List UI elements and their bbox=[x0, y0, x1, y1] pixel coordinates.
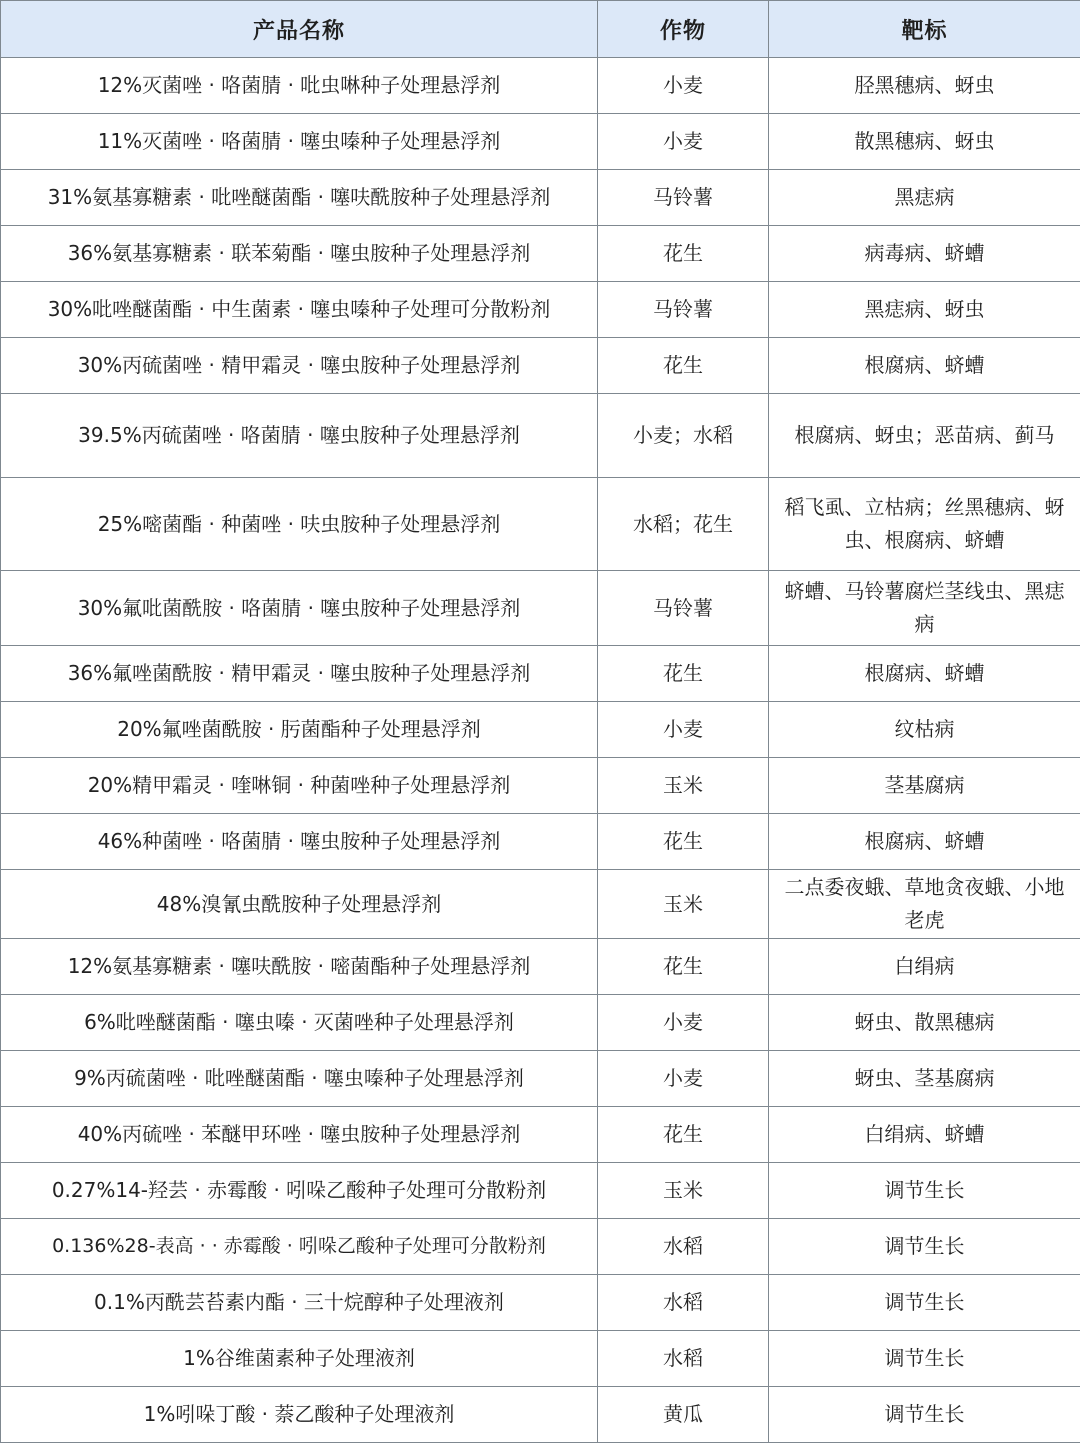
crop-cell: 水稻 bbox=[598, 1331, 769, 1387]
product-name-cell: 20%精甲霜灵 · 喹啉铜 · 种菌唑种子处理悬浮剂 bbox=[1, 758, 598, 814]
target-cell: 蚜虫、茎基腐病 bbox=[769, 1051, 1080, 1107]
table-row bbox=[1, 394, 1080, 478]
crop-cell: 黄瓜 bbox=[598, 1387, 769, 1443]
table-row bbox=[1, 758, 1080, 814]
crop-cell: 小麦 bbox=[598, 114, 769, 170]
target-cell: 病毒病、蛴螬 bbox=[769, 226, 1080, 282]
crop-cell: 马铃薯 bbox=[598, 170, 769, 226]
product-name-cell: 9%丙硫菌唑 · 吡唑醚菌酯 · 噻虫嗪种子处理悬浮剂 bbox=[1, 1051, 598, 1107]
product-name-cell: 48%溴氰虫酰胺种子处理悬浮剂 bbox=[1, 870, 598, 939]
product-name-cell: 30%吡唑醚菌酯 · 中生菌素 · 噻虫嗪种子处理可分散粉剂 bbox=[1, 282, 598, 338]
target-cell: 纹枯病 bbox=[769, 702, 1080, 758]
table-row bbox=[1, 571, 1080, 646]
product-name-cell: 0.136%28-表高 · · 赤霉酸 · 吲哚乙酸种子处理可分散粉剂 bbox=[1, 1219, 598, 1275]
table-header bbox=[1, 1, 1080, 58]
table-row bbox=[1, 939, 1080, 995]
crop-cell: 小麦；水稻 bbox=[598, 394, 769, 478]
crop-cell: 玉米 bbox=[598, 1163, 769, 1219]
target-cell: 稻飞虱、立枯病；丝黑穗病、蚜虫、根腐病、蛴螬 bbox=[769, 478, 1080, 571]
crop-cell: 马铃薯 bbox=[598, 571, 769, 646]
target-cell: 蚜虫、散黑穗病 bbox=[769, 995, 1080, 1051]
table-row bbox=[1, 1219, 1080, 1275]
product-name-cell: 30%丙硫菌唑 · 精甲霜灵 · 噻虫胺种子处理悬浮剂 bbox=[1, 338, 598, 394]
product-name-cell: 12%氨基寡糖素 · 噻呋酰胺 · 嘧菌酯种子处理悬浮剂 bbox=[1, 939, 598, 995]
crop-cell: 水稻 bbox=[598, 1219, 769, 1275]
target-cell: 蛴螬、马铃薯腐烂茎线虫、黑痣病 bbox=[769, 571, 1080, 646]
table-row bbox=[1, 282, 1080, 338]
table-row bbox=[1, 170, 1080, 226]
header-target: 靶标 bbox=[769, 1, 1080, 58]
crop-cell: 花生 bbox=[598, 814, 769, 870]
table-row bbox=[1, 114, 1080, 170]
header-crop: 作物 bbox=[598, 1, 769, 58]
crop-cell: 水稻 bbox=[598, 1275, 769, 1331]
product-name-cell: 25%嘧菌酯 · 种菌唑 · 呋虫胺种子处理悬浮剂 bbox=[1, 478, 598, 571]
header-row bbox=[1, 1, 1080, 58]
product-name-cell: 46%种菌唑 · 咯菌腈 · 噻虫胺种子处理悬浮剂 bbox=[1, 814, 598, 870]
product-name-cell: 0.1%丙酰芸苔素内酯 · 三十烷醇种子处理液剂 bbox=[1, 1275, 598, 1331]
crop-cell: 小麦 bbox=[598, 702, 769, 758]
header-product-name: 产品名称 bbox=[1, 1, 598, 58]
product-name-cell: 6%吡唑醚菌酯 · 噻虫嗪 · 灭菌唑种子处理悬浮剂 bbox=[1, 995, 598, 1051]
crop-cell: 花生 bbox=[598, 338, 769, 394]
table-row bbox=[1, 1275, 1080, 1331]
table-row bbox=[1, 478, 1080, 571]
target-cell: 调节生长 bbox=[769, 1387, 1080, 1443]
crop-cell: 花生 bbox=[598, 226, 769, 282]
target-cell: 散黑穗病、蚜虫 bbox=[769, 114, 1080, 170]
product-name-cell: 1%吲哚丁酸 · 萘乙酸种子处理液剂 bbox=[1, 1387, 598, 1443]
table-row bbox=[1, 814, 1080, 870]
crop-cell: 小麦 bbox=[598, 1051, 769, 1107]
product-name-cell: 1%谷维菌素种子处理液剂 bbox=[1, 1331, 598, 1387]
target-cell: 调节生长 bbox=[769, 1163, 1080, 1219]
product-name-cell: 40%丙硫唑 · 苯醚甲环唑 · 噻虫胺种子处理悬浮剂 bbox=[1, 1107, 598, 1163]
product-name-cell: 30%氟吡菌酰胺 · 咯菌腈 · 噻虫胺种子处理悬浮剂 bbox=[1, 571, 598, 646]
table-row bbox=[1, 226, 1080, 282]
table-row bbox=[1, 995, 1080, 1051]
table-row bbox=[1, 1331, 1080, 1387]
product-name-cell: 12%灭菌唑 · 咯菌腈 · 吡虫啉种子处理悬浮剂 bbox=[1, 58, 598, 114]
target-cell: 白绢病 bbox=[769, 939, 1080, 995]
target-cell: 黑痣病 bbox=[769, 170, 1080, 226]
table-row bbox=[1, 1051, 1080, 1107]
table-row bbox=[1, 338, 1080, 394]
crop-cell: 花生 bbox=[598, 1107, 769, 1163]
target-cell: 黑痣病、蚜虫 bbox=[769, 282, 1080, 338]
table-row bbox=[1, 1387, 1080, 1443]
crop-cell: 玉米 bbox=[598, 758, 769, 814]
table-row bbox=[1, 646, 1080, 702]
table-row bbox=[1, 1107, 1080, 1163]
target-cell: 调节生长 bbox=[769, 1219, 1080, 1275]
crop-cell: 花生 bbox=[598, 939, 769, 995]
table-row bbox=[1, 1163, 1080, 1219]
product-name-cell: 31%氨基寡糖素 · 吡唑醚菌酯 · 噻呋酰胺种子处理悬浮剂 bbox=[1, 170, 598, 226]
target-cell: 根腐病、蛴螬 bbox=[769, 646, 1080, 702]
target-cell: 茎基腐病 bbox=[769, 758, 1080, 814]
target-cell: 白绢病、蛴螬 bbox=[769, 1107, 1080, 1163]
target-cell: 二点委夜蛾、草地贪夜蛾、小地老虎 bbox=[769, 870, 1080, 939]
table-body bbox=[1, 58, 1080, 1443]
product-name-cell: 36%氟唑菌酰胺 · 精甲霜灵 · 噻虫胺种子处理悬浮剂 bbox=[1, 646, 598, 702]
product-name-cell: 0.27%14-羟芸 · 赤霉酸 · 吲哚乙酸种子处理可分散粉剂 bbox=[1, 1163, 598, 1219]
target-cell: 调节生长 bbox=[769, 1331, 1080, 1387]
target-cell: 根腐病、蛴螬 bbox=[769, 338, 1080, 394]
table-row bbox=[1, 870, 1080, 939]
crop-cell: 玉米 bbox=[598, 870, 769, 939]
table-row bbox=[1, 58, 1080, 114]
crop-cell: 小麦 bbox=[598, 995, 769, 1051]
target-cell: 根腐病、蛴螬 bbox=[769, 814, 1080, 870]
target-cell: 胫黑穗病、蚜虫 bbox=[769, 58, 1080, 114]
product-name-cell: 20%氟唑菌酰胺 · 肟菌酯种子处理悬浮剂 bbox=[1, 702, 598, 758]
crop-cell: 水稻；花生 bbox=[598, 478, 769, 571]
product-name-cell: 39.5%丙硫菌唑 · 咯菌腈 · 噻虫胺种子处理悬浮剂 bbox=[1, 394, 598, 478]
crop-cell: 马铃薯 bbox=[598, 282, 769, 338]
target-cell: 调节生长 bbox=[769, 1275, 1080, 1331]
crop-cell: 花生 bbox=[598, 646, 769, 702]
crop-cell: 小麦 bbox=[598, 58, 769, 114]
target-cell: 根腐病、蚜虫；恶苗病、蓟马 bbox=[769, 394, 1080, 478]
product-name-cell: 11%灭菌唑 · 咯菌腈 · 噻虫嗪种子处理悬浮剂 bbox=[1, 114, 598, 170]
product-name-cell: 36%氨基寡糖素 · 联苯菊酯 · 噻虫胺种子处理悬浮剂 bbox=[1, 226, 598, 282]
table-row bbox=[1, 702, 1080, 758]
